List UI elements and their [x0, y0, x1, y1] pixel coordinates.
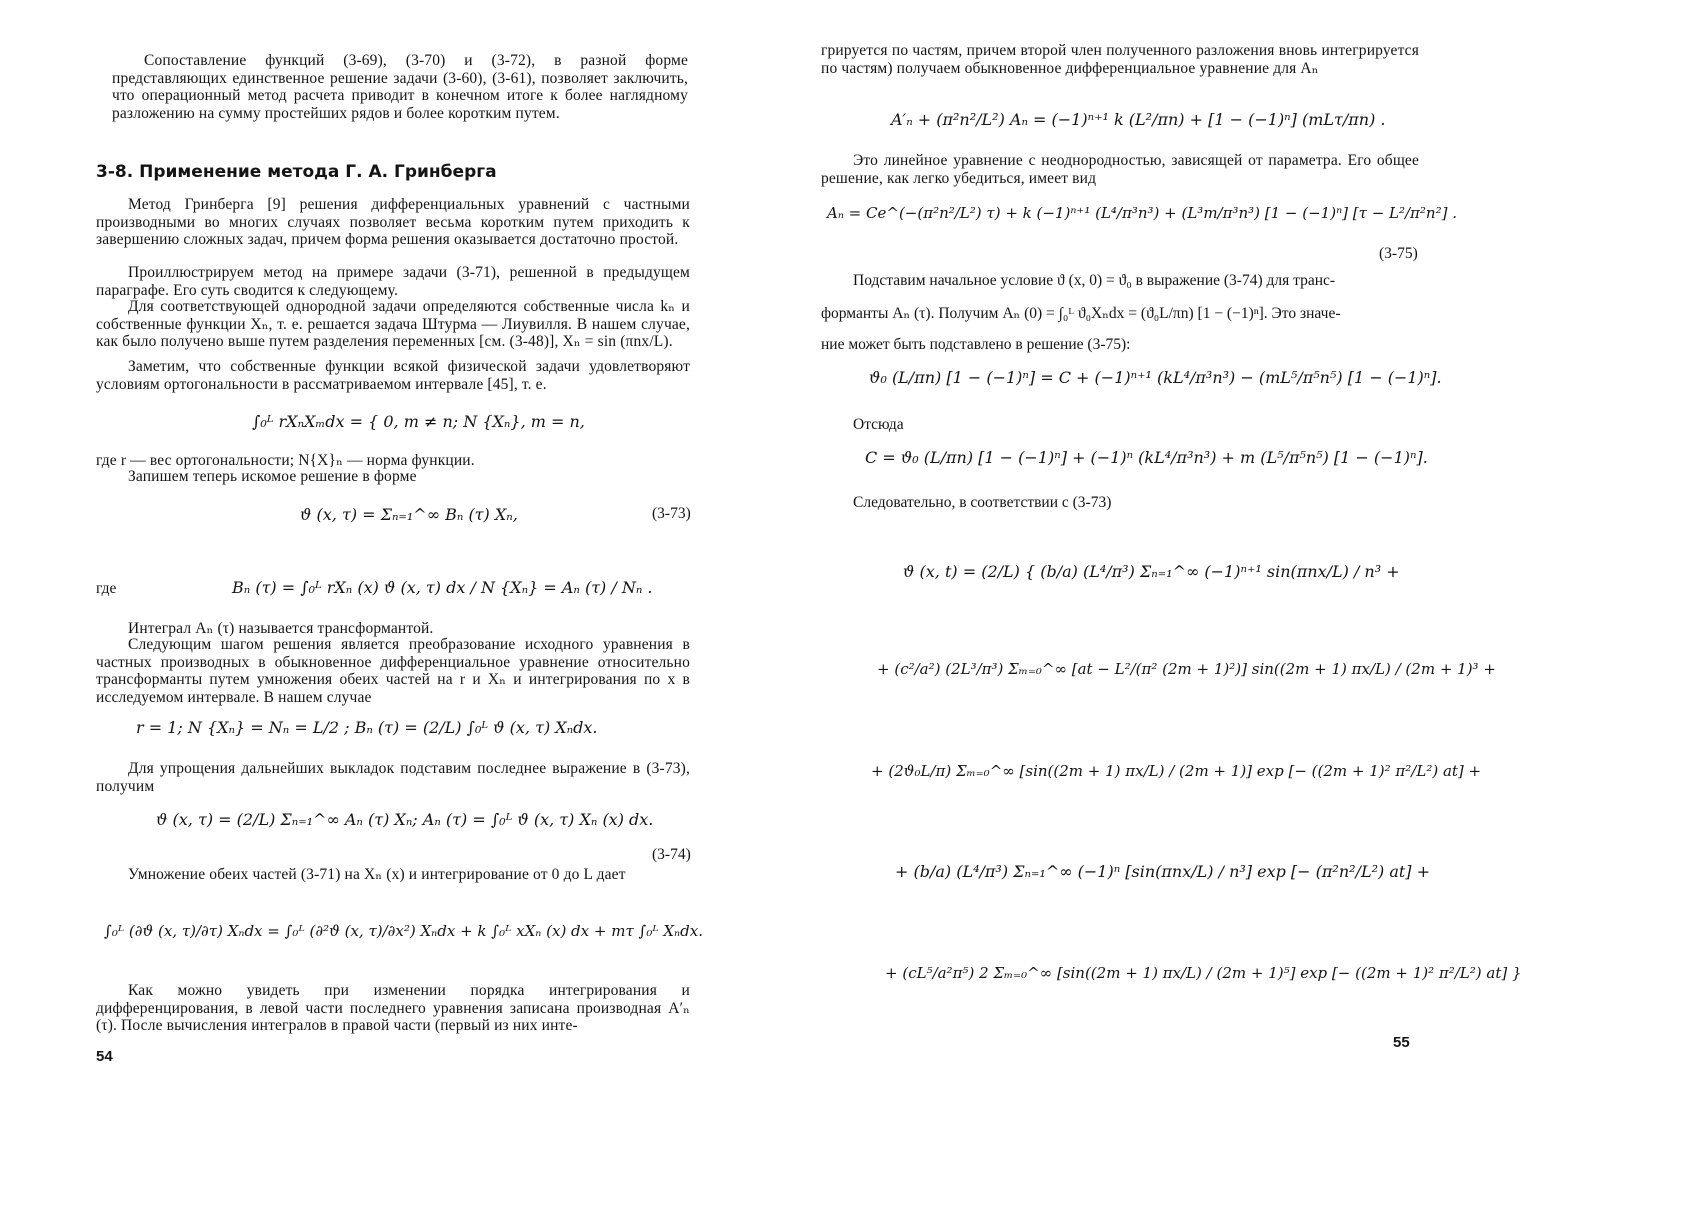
paragraph-weight: где r — вес ортогональности; N{X}ₙ — норма функции. [96, 452, 475, 469]
intro-paragraph: Сопоставление функций (3-69), (3-70) и (3-72), в разной форме представляющих единственное решение задачи (3-60), (3-61), позволяет заключить, что операционный метод расчета приводит в конечном итоге к более наглядному разложению на сумму простейших рядов и более коротким путем. [112, 52, 688, 122]
page-number-right: 55 [1393, 1034, 1410, 1051]
equation-substituted: ϑ₀ (L/πn) [1 − (−1)ⁿ] = C + (−1)ⁿ⁺¹ (kL⁴/π³n³) − (mL⁵/π⁵n⁵) [1 − (−1)ⁿ]. [869, 368, 1442, 387]
paragraph-orthogonality: Заметим, что собственные функции всякой физической задачи удовлетворяют условиям ортогональности в рассматриваемом интервале [45], т. е. [96, 358, 690, 393]
equation-3-73: ϑ (x, τ) = Σₙ₌₁^∞ Bₙ (τ) Xₙ, [300, 505, 518, 524]
equation-3-74: ϑ (x, τ) = (2/L) Σₙ₌₁^∞ Aₙ (τ) Xₙ; Aₙ (τ) = ∫₀ᴸ ϑ (x, τ) Xₙ (x) dx. [156, 810, 654, 829]
paragraph-next-step: Следующим шагом решения является преобразование исходного уравнения в частных производных в обыкновенное дифференциальное уравнение относительно трансформанты путем умножения обеих частей на r и Xₙ и интегрирования по x в исследуемом интервале. В нашем случае [96, 636, 690, 706]
equation-3-75: Aₙ = Ce^(−(π²n²/L²) τ) + k (−1)ⁿ⁺¹ (L⁴/π³n³) + (L³m/π³n³) [1 − (−1)ⁿ] [τ − L²/π²n²] . [827, 204, 1457, 222]
paragraph-grinberg-method: Метод Гринберга [9] решения дифференциальных уравнений с частными производными во многих случаях позволяет весьма коротким путем приходить к завершению сложных задач, причем форма решения оказывается достаточно простой. [96, 196, 690, 248]
page-number-left: 54 [96, 1048, 113, 1065]
section-heading: 3-8. Применение метода Г. А. Гринберга [96, 162, 497, 182]
paragraph-multiply: Умножение обеих частей (3-71) на Xₙ (x) и интегрирование от 0 до L дает [128, 866, 626, 883]
equation-final-line-4: + (b/a) (L⁴/π³) Σₙ₌₁^∞ (−1)ⁿ [sin(πnx/L) / n³] exp [− (π²n²/L²) at] + [895, 862, 1431, 881]
equation-final-line-5: + (cL⁵/a²π⁵) 2 Σₘ₌₀^∞ [sin((2m + 1) πx/L) / (2m + 1)⁵] exp [− ((2m + 1)² π²/L²) at] } [885, 964, 1522, 982]
paragraph-substitute: ние может быть подставлено в решение (3-75): [821, 336, 1131, 353]
equation-final-line-3: + (2ϑ₀L/π) Σₘ₌₀^∞ [sin((2m + 1) πx/L) / (2m + 1)] exp [− ((2m + 1)² π²/L²) at] + [871, 762, 1482, 780]
equation-c: C = ϑ₀ (L/πn) [1 − (−1)ⁿ] + (−1)ⁿ (kL⁴/π³n³) + m (L⁵/π⁵n⁵) [1 − (−1)ⁿ]. [865, 448, 1428, 467]
equation-number-3-73: (3-73) [652, 505, 691, 522]
paragraph-transformant-value: форманты Aₙ (τ). Получим Aₙ (0) = ∫₀ᴸ ϑ₀Xₙdx = (ϑ₀L/πn) [1 − (−1)ⁿ]. Это значе- [821, 305, 1341, 322]
left-page [0, 0, 790, 1226]
label-where: где [96, 580, 117, 597]
equation-number-3-74: (3-74) [652, 846, 691, 863]
equation-number-3-75: (3-75) [1379, 245, 1418, 262]
equation-integrals: ∫₀ᴸ (∂ϑ (x, τ)/∂τ) Xₙdx = ∫₀ᴸ (∂²ϑ (x, τ)/∂x²) Xₙdx + k ∫₀ᴸ xXₙ (x) dx + mτ ∫₀ᴸ Xₙdx. [104, 922, 703, 940]
paragraph-transformant: Интеграл Aₙ (τ) называется трансформантой. [128, 620, 434, 637]
paragraph-derivative: Как можно увидеть при изменении порядка интегрирования и дифференцирования, в левой части последнего уравнения записана производная A′ₙ (τ). После вычисления интегралов в правой части (первый из них инте- [96, 982, 690, 1034]
paragraph-simplify: Для упрощения дальнейших выкладок подставим последнее выражение в (3-73), получим [96, 760, 690, 795]
paragraph-continuation: грируется по частям, причем второй член полученного разложения вновь интегрируется по частям) получаем обыкновенное дифференциальное уравнение для Aₙ [821, 42, 1419, 77]
paragraph-illustrate: Проиллюстрируем метод на примере задачи (3-71), решенной в предыдущем параграфе. Его суть сводится к следующему. [96, 264, 690, 299]
equation-ode: A′ₙ + (π²n²/L²) Aₙ = (−1)ⁿ⁺¹ k (L²/πn) + [1 − (−1)ⁿ] (mLτ/πn) . [891, 110, 1386, 129]
right-page [821, 0, 1682, 1226]
label-otsyuda: Отсюда [853, 416, 904, 433]
paragraph-therefore: Следовательно, в соответствии с (3-73) [853, 494, 1112, 511]
paragraph-initial-condition: Подставим начальное условие ϑ (x, 0) = ϑ₀ в выражение (3-74) для транс- [853, 272, 1336, 289]
paragraph-eigenfunctions: Для соответствующей однородной задачи определяются собственные числа kₙ и собственные функции Xₙ, т. е. решается задача Штурма — Лиувилля. В нашем случае, как было получено выше путем разделения переменных [см. (3-48)], Xₙ = sin (πnx/L). [96, 298, 690, 350]
equation-r: r = 1; N {Xₙ} = Nₙ = L/2 ; Bₙ (τ) = (2/L) ∫₀ᴸ ϑ (x, τ) Xₙdx. [136, 718, 598, 737]
equation-final-line-2: + (c²/a²) (2L³/π³) Σₘ₌₀^∞ [at − L²/(π² (2m + 1)²)] sin((2m + 1) πx/L) / (2m + 1)³ + [877, 660, 1496, 678]
paragraph-solution-form: Запишем теперь искомое решение в форме [128, 468, 417, 485]
equation-final-line-1: ϑ (x, t) = (2/L) { (b/a) (L⁴/π³) Σₙ₌₁^∞ (−1)ⁿ⁺¹ sin(πnx/L) / n³ + [903, 562, 1400, 581]
equation-bn: Bₙ (τ) = ∫₀ᴸ rXₙ (x) ϑ (x, τ) dx / N {Xₙ} = Aₙ (τ) / Nₙ . [232, 578, 653, 597]
equation-orthogonality: ∫₀ᴸ rXₙXₘdx = { 0, m ≠ n; N {Xₙ}, m = n, [252, 412, 585, 431]
paragraph-linear-equation: Это линейное уравнение с неоднородностью, зависящей от параметра. Его общее решение, как легко убедиться, имеет вид [821, 152, 1419, 187]
